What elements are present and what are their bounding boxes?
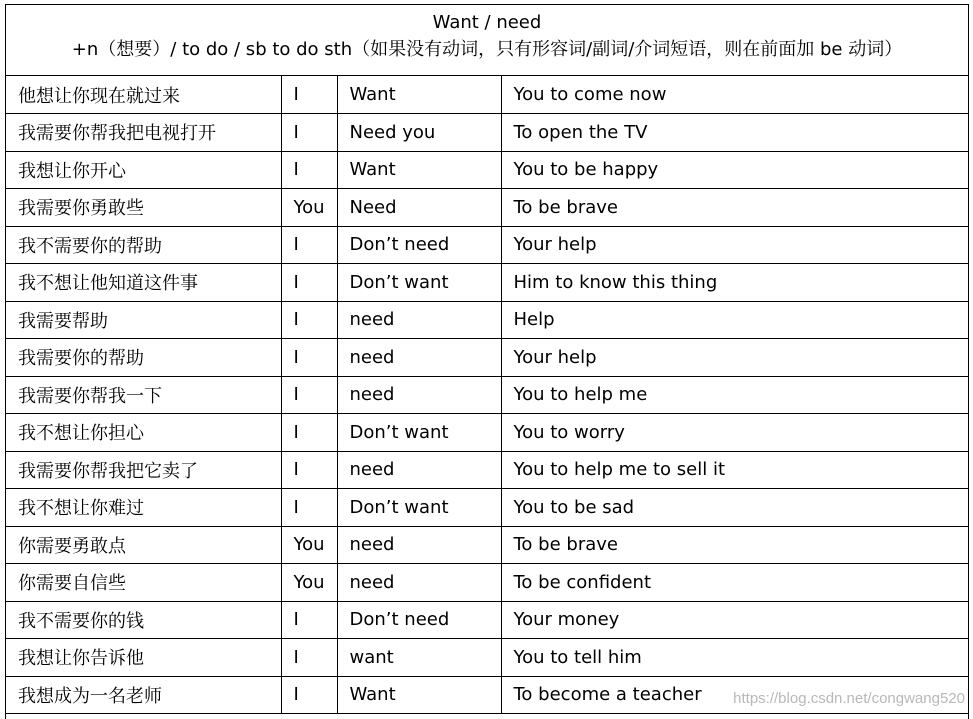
cell-chinese: 他想让你现在就过来 [6,76,281,114]
cell-verb: Want [337,676,501,714]
cell-verb: need [337,301,501,339]
cell-chinese: 我想成为一名老师 [6,676,281,714]
cell-chinese: 你需要勇敢点 [6,526,281,564]
table-row [6,414,968,452]
table-row [6,376,968,414]
cell-subject: I [281,414,337,452]
cell-object: Help [501,301,968,339]
cell-verb: need [337,376,501,414]
cell-object: Your help [501,226,968,264]
cell-subject: I [281,114,337,152]
cell-verb: Don’t want [337,414,501,452]
table-row [6,114,968,152]
cell-object: Your money [501,601,968,639]
cell-object: You to be happy [501,151,968,189]
table-row [6,151,968,189]
cell-object: You to tell him [501,639,968,677]
table-row [6,189,968,227]
cell-chinese: 我不需要你的帮助 [6,226,281,264]
table-row [6,264,968,302]
cell-subject: I [281,676,337,714]
cell-chinese: 我需要帮助 [6,301,281,339]
table-row [6,639,968,677]
cell-verb: Want [337,76,501,114]
cell-object: Your help [501,339,968,377]
cell-chinese: 我不需要你的钱 [6,601,281,639]
cell-chinese: 我想让你开心 [6,151,281,189]
cell-verb: Need [337,189,501,227]
sentence-table [6,76,968,714]
grammar-table-sheet [5,4,969,719]
table-row [6,451,968,489]
cell-verb: Need you [337,114,501,152]
cell-chinese: 我不想让你难过 [6,489,281,527]
cell-subject: You [281,189,337,227]
table-row [6,526,968,564]
cell-subject: I [281,339,337,377]
cell-verb: Don’t want [337,264,501,302]
cell-subject: I [281,601,337,639]
table-subtitle: +n（想要）/ to do / sb to do sth（如果没有动词，只有形容词/副词/介词短语，则在前面加 be 动词） [71,39,903,60]
cell-object: To be confident [501,564,968,602]
cell-verb: need [337,564,501,602]
cell-verb: need [337,339,501,377]
table-row [6,76,968,114]
table-title: Want / need [432,12,542,33]
cell-chinese: 你需要自信些 [6,564,281,602]
cell-verb: need [337,526,501,564]
cell-object: To be brave [501,526,968,564]
cell-chinese: 我需要你帮我把它卖了 [6,451,281,489]
cell-object: You to come now [501,76,968,114]
cell-verb: need [337,451,501,489]
table-row [6,564,968,602]
table-header [6,5,968,76]
cell-subject: You [281,526,337,564]
cell-subject: I [281,151,337,189]
cell-chinese: 我需要你帮我把电视打开 [6,114,281,152]
cell-subject: I [281,76,337,114]
cell-chinese: 我需要你的帮助 [6,339,281,377]
cell-chinese: 我想让你告诉他 [6,639,281,677]
cell-verb: want [337,639,501,677]
cell-chinese: 我需要你勇敢些 [6,189,281,227]
cell-subject: I [281,639,337,677]
cell-chinese: 我需要你帮我一下 [6,376,281,414]
cell-object: To be brave [501,189,968,227]
cell-subject: I [281,264,337,302]
cell-subject: I [281,376,337,414]
cell-object: You to help me to sell it [501,451,968,489]
table-body [6,76,968,714]
cell-object: To become a teacher [501,676,968,714]
table-row [6,489,968,527]
cell-subject: You [281,564,337,602]
watermark-url: https://blog.csdn.net/congwang520 [733,690,965,707]
cell-object: Him to know this thing [501,264,968,302]
table-row [6,601,968,639]
cell-object: You to help me [501,376,968,414]
cell-subject: I [281,301,337,339]
cell-subject: I [281,226,337,264]
cell-chinese: 我不想让你担心 [6,414,281,452]
cell-object: To open the TV [501,114,968,152]
table-row [6,226,968,264]
cell-object: You to worry [501,414,968,452]
cell-subject: I [281,451,337,489]
table-row [6,301,968,339]
cell-chinese: 我不想让他知道这件事 [6,264,281,302]
cell-verb: Want [337,151,501,189]
table-row [6,339,968,377]
cell-verb: Don’t need [337,601,501,639]
cell-verb: Don’t want [337,489,501,527]
cell-subject: I [281,489,337,527]
cell-object: You to be sad [501,489,968,527]
cell-verb: Don’t need [337,226,501,264]
